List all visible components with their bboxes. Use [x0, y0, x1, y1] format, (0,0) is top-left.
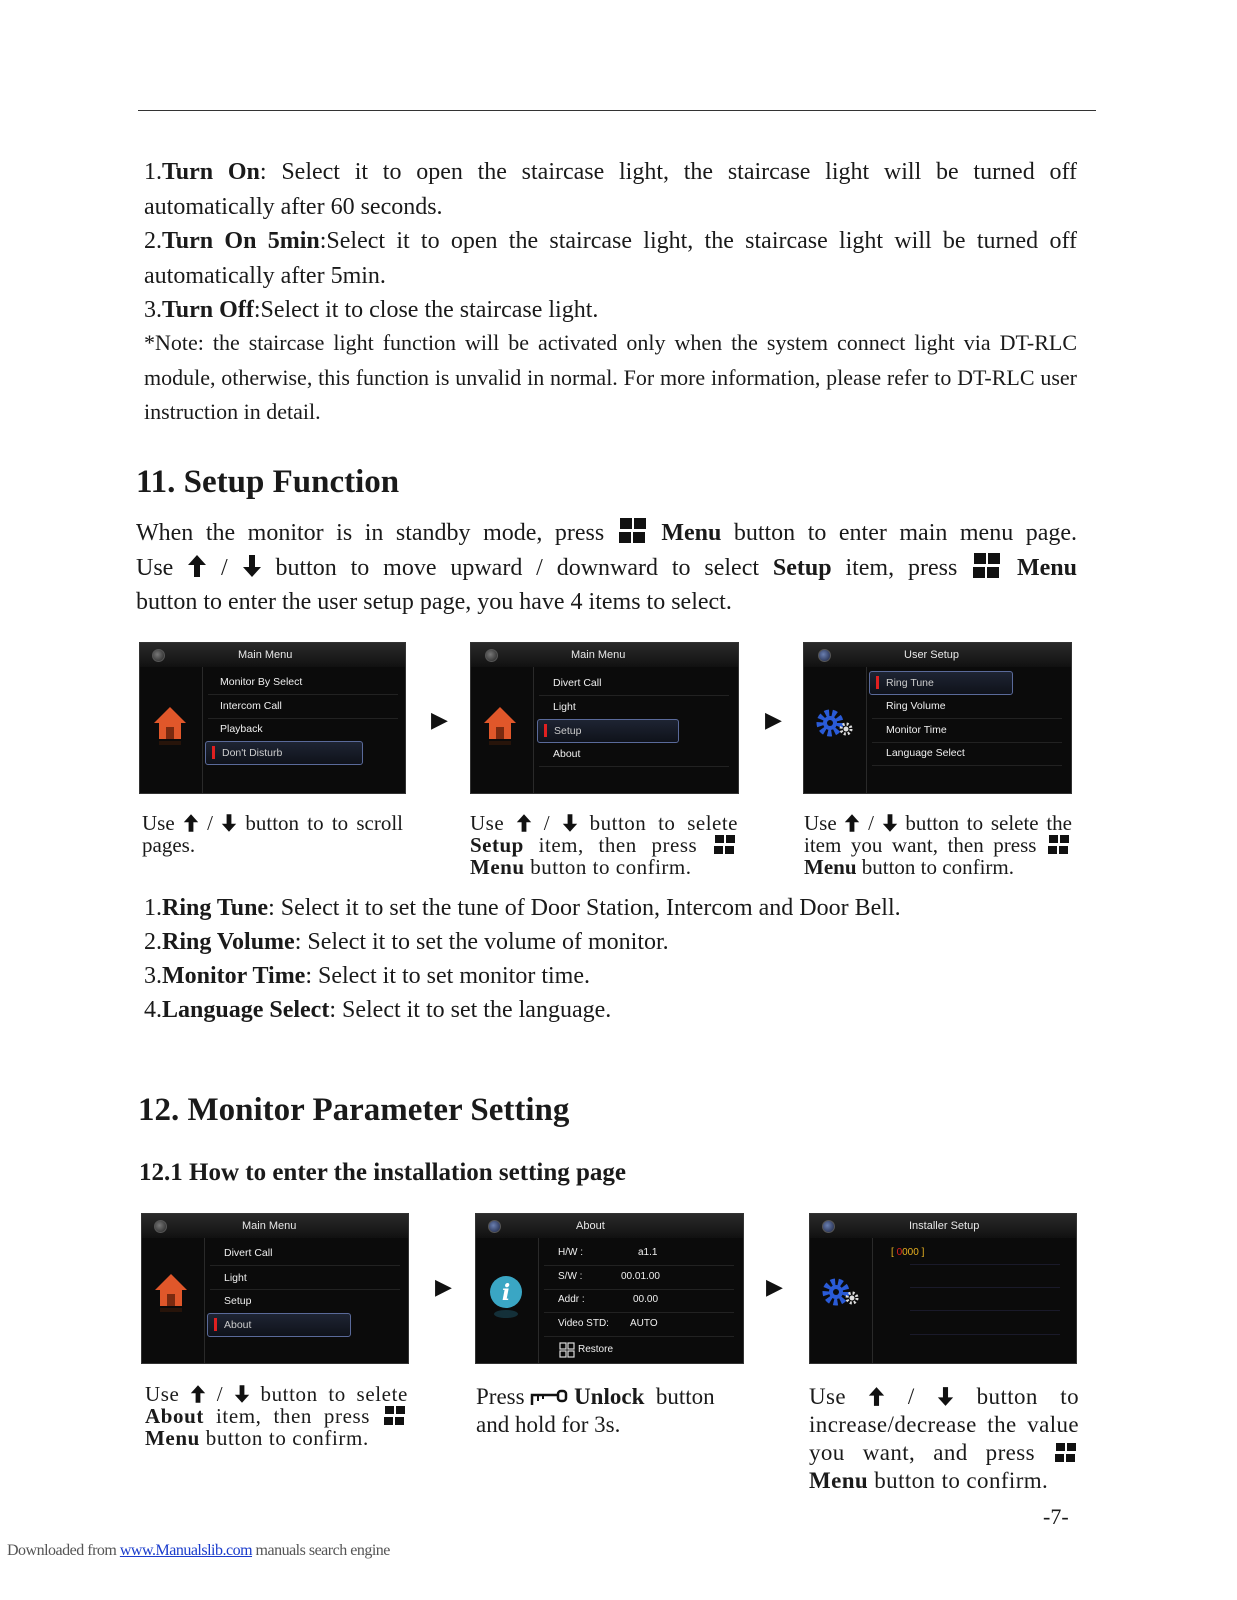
unlock-key-icon: [530, 1389, 568, 1407]
down-arrow-icon: [242, 554, 262, 578]
screen-main-menu-2: Main Menu Divert Call Light Setup About: [470, 642, 739, 794]
intro-item-3: 3.Turn Off:Select it to close the staircase light.: [144, 297, 599, 323]
menu-item: Monitor By Select: [220, 676, 303, 688]
menu-icon: [1048, 835, 1070, 854]
gear-icon: [820, 1274, 862, 1316]
screen-main-menu-3: Main Menu Divert Call Light Setup About: [141, 1213, 409, 1364]
down-arrow-icon: [234, 1384, 250, 1404]
caption-press-unlock: Press Unlock button and hold for 3s.: [476, 1384, 715, 1437]
down-arrow-icon: [937, 1386, 954, 1407]
menu-icon: [714, 835, 736, 854]
up-arrow-icon: [868, 1386, 885, 1407]
home-icon: [482, 705, 518, 747]
about-value: a1.1: [638, 1247, 658, 1258]
setup-list-item-1: 1.Ring Tune: Select it to set the tune of Door Station, Intercom and Door Bell.: [144, 895, 901, 921]
intro-note: *Note: the staircase light function will be activated only when the system connect light via DT-RLC module, otherwise, this function is unvalid in normal. For more information, please refer to DT-RLC user instruction in detail.: [144, 330, 1077, 424]
section-11-paragraph: When the monitor is in standby mode, press Menu button to enter main menu page. Use / button to move upward / downward to select Setup item, press Menu button to enter the user setup page, you have 4 items to select.: [136, 520, 1078, 615]
about-label: Video STD:: [558, 1318, 609, 1329]
setup-list-item-3: 3.Monitor Time: Select it to set monitor time.: [144, 963, 590, 989]
next-arrow: ▶: [765, 708, 782, 733]
intro-item-2: 2.Turn On 5min:Select it to open the staircase light, the staircase light will be turned off automatically after 5min.: [144, 228, 1077, 289]
screen-title-bar: Main Menu: [140, 643, 405, 667]
down-arrow-icon: [562, 813, 578, 833]
header-rule: [138, 110, 1096, 111]
menu-item-selected: Setup: [537, 719, 679, 743]
screen-installer-setup: Installer Setup [ 0000 ]: [809, 1213, 1077, 1364]
menu-item: Ring Volume: [886, 700, 946, 712]
caption-select-item: Use / button to selete the item you want, then press Menu button to confirm.: [804, 811, 1073, 879]
gear-icon: [814, 705, 856, 747]
up-arrow-icon: [187, 554, 207, 578]
about-value: 00.00: [633, 1294, 659, 1305]
screen-main-menu-1: [139, 642, 406, 794]
about-value: AUTO: [630, 1318, 658, 1329]
home-icon: [152, 705, 188, 747]
menu-item: Setup: [224, 1295, 252, 1307]
info-icon: [488, 1274, 524, 1322]
menu-item: Light: [224, 1272, 247, 1284]
caption-select-setup: Use / button to selete Setup item, then press Menu button to confirm.: [470, 811, 739, 879]
restore-icon: [559, 1342, 575, 1358]
menu-item: About: [553, 748, 581, 760]
caption-select-about: Use / button to selete About item, then press Menu button to confirm.: [145, 1382, 408, 1450]
down-arrow-icon: [882, 813, 898, 833]
menu-item: Intercom Call: [220, 700, 282, 712]
section-11-heading: 11. Setup Function: [136, 464, 400, 500]
next-arrow: ▶: [431, 708, 448, 733]
section-12-1-subheading: 12.1 How to enter the installation setting page: [139, 1159, 627, 1186]
next-arrow: ▶: [766, 1275, 783, 1300]
setup-list-item-2: 2.Ring Volume: Select it to set the volume of monitor.: [144, 929, 669, 955]
menu-item: Playback: [220, 723, 263, 735]
about-label: Addr :: [558, 1294, 585, 1305]
caption-scroll: Use / button to to scroll pages.: [142, 811, 404, 857]
caption-change-value: Use / button to increase/decrease the value you want, and press Menu button to confirm.: [809, 1384, 1079, 1493]
menu-icon: [1055, 1443, 1077, 1462]
menu-item: Divert Call: [553, 677, 602, 689]
down-arrow-icon: [221, 813, 237, 833]
about-value: 00.01.00: [621, 1271, 660, 1282]
menu-item-selected: Ring Tune: [869, 671, 1013, 695]
home-icon: [153, 1272, 189, 1314]
screen-about: About i H/W : a1.1 S/W : 00.01.00 Addr : 00.00 Video STD: AUTO Restore: [475, 1213, 744, 1364]
up-arrow-icon: [516, 813, 532, 833]
setup-list-item-4: 4.Language Select: Select it to set the language.: [144, 997, 612, 1023]
menu-icon: [384, 1406, 406, 1425]
installer-code-field: [ 0000 ]: [891, 1247, 925, 1258]
menu-item: Monitor Time: [886, 724, 947, 736]
menu-item: Divert Call: [224, 1247, 273, 1259]
up-arrow-icon: [190, 1384, 206, 1404]
up-arrow-icon: [183, 813, 199, 833]
restore-label: Restore: [578, 1344, 614, 1355]
about-label: S/W :: [558, 1271, 583, 1282]
screen-user-setup: User Setup Ring Tune Ring Volume Monitor Time Language Select: [803, 642, 1072, 794]
section-12-heading: 12. Monitor Parameter Setting: [138, 1092, 570, 1128]
up-arrow-icon: [844, 813, 860, 833]
footer: Downloaded from www.Manualslib.com manuals search engine: [7, 1542, 390, 1559]
intro-item-1: 1.Turn On: Select it to open the staircase light, the staircase light will be turned off automatically after 60 seconds.: [144, 159, 1078, 220]
menu-item-selected: Don't Disturb: [205, 741, 363, 765]
manualslib-link[interactable]: www.Manualslib.com: [119, 1542, 253, 1559]
menu-item: Language Select: [886, 747, 965, 759]
menu-item-selected: About: [207, 1313, 351, 1337]
about-label: H/W :: [558, 1247, 583, 1258]
page-number: -7-: [1043, 1504, 1069, 1529]
menu-item: Light: [553, 701, 576, 713]
next-arrow: ▶: [435, 1275, 452, 1300]
menu-icon: [619, 518, 647, 544]
svg-text:i: i: [501, 1280, 511, 1306]
menu-icon: [973, 553, 1001, 579]
